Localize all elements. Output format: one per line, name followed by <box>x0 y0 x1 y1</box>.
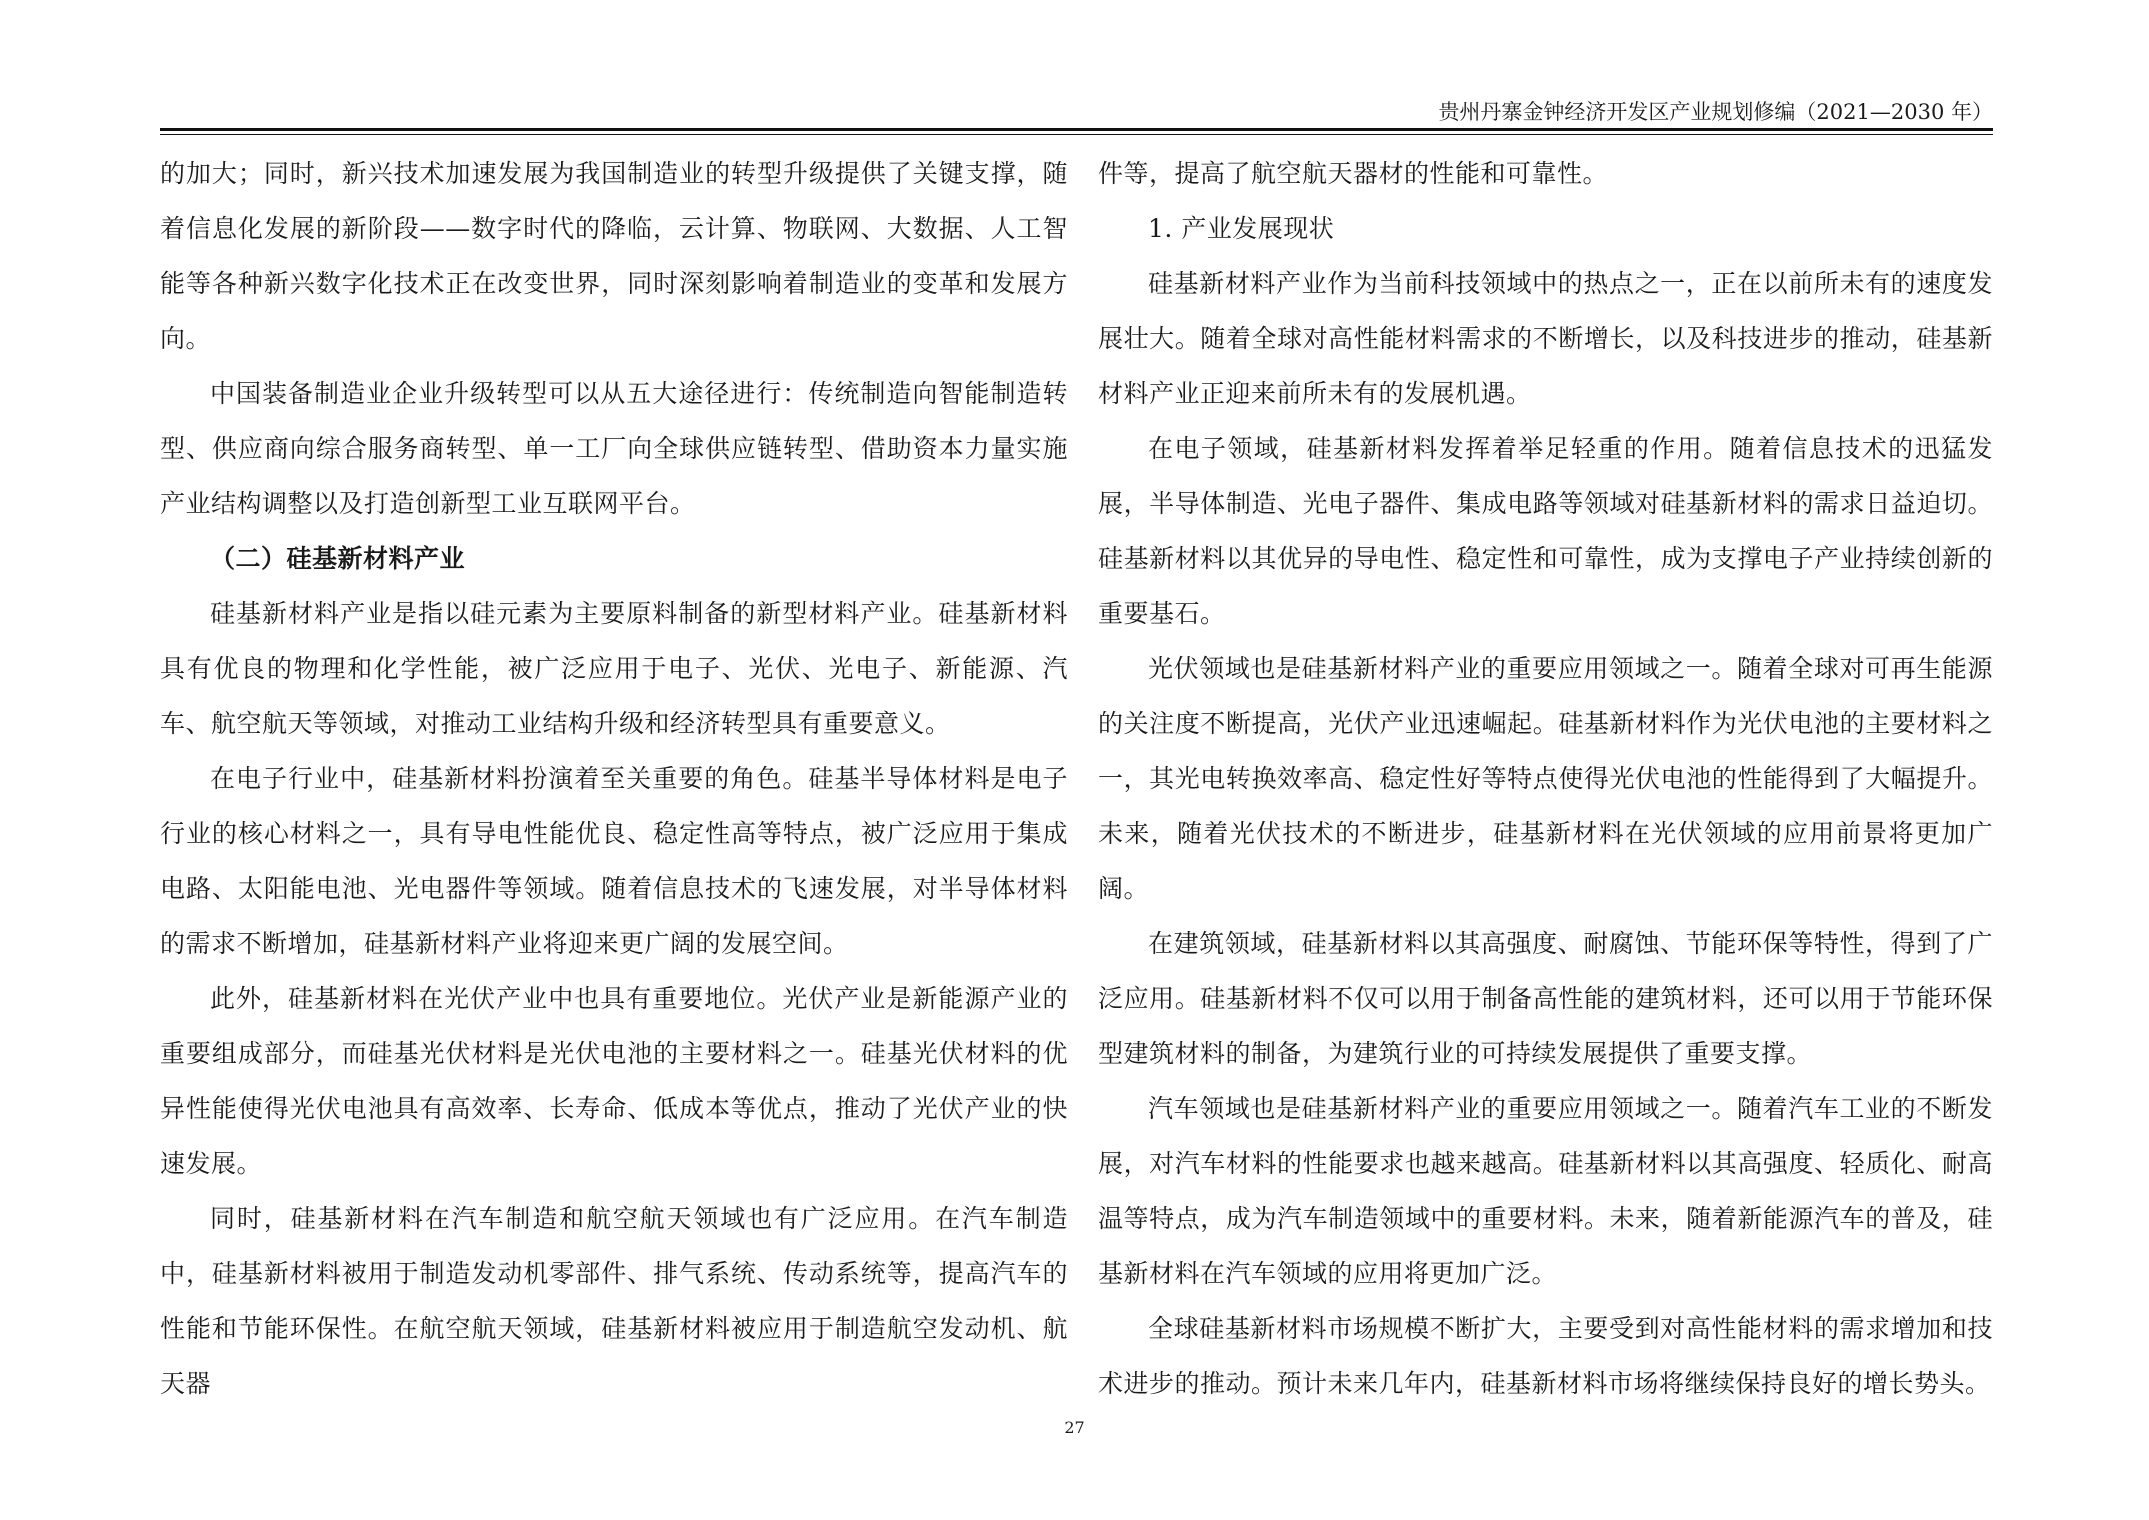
paragraph: 件等，提高了航空航天器材的性能和可靠性。 <box>1098 159 1609 188</box>
paragraph: 汽车领域也是硅基新材料产业的重要应用领域之一。随着汽车工业的不断发展，对汽车材料的性能要求也越来越高。硅基新材料以其高强度、轻质化、耐高温等特点，成为汽车制造领域中的重要材料。未来，随着新能源汽车的普及，硅基新材料在汽车领域的应用将更加广泛。 <box>1098 1094 1993 1288</box>
paragraph: 硅基新材料产业作为当前科技领域中的热点之一，正在以前所未有的速度发展壮大。随着全球对高性能材料需求的不断增长，以及科技进步的推动，硅基新材料产业正迎来前所未有的发展机遇。 <box>1098 269 1993 408</box>
running-header: 贵州丹寨金钟经济开发区产业规划修编（2021—2030 年） <box>1438 100 1993 124</box>
paragraph: 的加大；同时，新兴技术加速发展为我国制造业的转型升级提供了关键支撑，随着信息化发展的新阶段——数字时代的降临，云计算、物联网、大数据、人工智能等各种新兴数字化技术正在改变世界，同时深刻影响着制造业的变革和发展方向。 <box>160 159 1068 353</box>
paragraph: 同时，硅基新材料在汽车制造和航空航天领域也有广泛应用。在汽车制造中，硅基新材料被用于制造发动机零部件、排气系统、传动系统等，提高汽车的性能和节能环保性。在航空航天领域，硅基新材料被应用于制造航空发动机、航天器 <box>160 1204 1068 1398</box>
header-rule-thin <box>160 134 1993 135</box>
paragraph: 在电子行业中，硅基新材料扮演着至关重要的角色。硅基半导体材料是电子行业的核心材料之一，具有导电性能优良、稳定性高等特点，被广泛应用于集成电路、太阳能电池、光电器件等领域。随着信息技术的飞速发展，对半导体材料的需求不断增加，硅基新材料产业将迎来更广阔的发展空间。 <box>160 764 1068 958</box>
paragraph: 全球硅基新材料市场规模不断扩大，主要受到对高性能材料的需求增加和技术进步的推动。预计未来几年内，硅基新材料市场将继续保持良好的增长势头。 <box>1098 1314 1993 1398</box>
paragraph: 此外，硅基新材料在光伏产业中也具有重要地位。光伏产业是新能源产业的重要组成部分，而硅基光伏材料是光伏电池的主要材料之一。硅基光伏材料的优异性能使得光伏电池具有高效率、长寿命、低成本等优点，推动了光伏产业的快速发展。 <box>160 984 1068 1178</box>
section-heading: （二）硅基新材料产业 <box>210 544 466 573</box>
paragraph: 光伏领域也是硅基新材料产业的重要应用领域之一。随着全球对可再生能源的关注度不断提高，光伏产业迅速崛起。硅基新材料作为光伏电池的主要材料之一，其光电转换效率高、稳定性好等特点使得光伏电池的性能得到了大幅提升。未来，随着光伏技术的不断进步，硅基新材料在光伏领域的应用前景将更加广阔。 <box>1098 654 1993 903</box>
page-number: 27 <box>1064 1418 1085 1437</box>
paragraph: 中国装备制造业企业升级转型可以从五大途径进行：传统制造向智能制造转型、供应商向综合服务商转型、单一工厂向全球供应链转型、借助资本力量实施产业结构调整以及打造创新型工业互联网平台。 <box>160 379 1068 518</box>
paragraph: 硅基新材料产业是指以硅元素为主要原料制备的新型材料产业。硅基新材料具有优良的物理和化学性能，被广泛应用于电子、光伏、光电子、新能源、汽车、航空航天等领域，对推动工业结构升级和经济转型具有重要意义。 <box>160 599 1068 738</box>
header-rule-thick <box>160 128 1993 131</box>
paragraph: 在电子领域，硅基新材料发挥着举足轻重的作用。随着信息技术的迅猛发展，半导体制造、光电子器件、集成电路等领域对硅基新材料的需求日益迫切。硅基新材料以其优异的导电性、稳定性和可靠性，成为支撑电子产业持续创新的重要基石。 <box>1098 434 1993 628</box>
subsection-heading: 1. 产业发展现状 <box>1148 214 1335 243</box>
left-column <box>160 146 1068 1411</box>
paragraph: 在建筑领域，硅基新材料以其高强度、耐腐蚀、节能环保等特性，得到了广泛应用。硅基新材料不仅可以用于制备高性能的建筑材料，还可以用于节能环保型建筑材料的制备，为建筑行业的可持续发展提供了重要支撑。 <box>1098 929 1993 1068</box>
right-column <box>1098 146 1993 1411</box>
